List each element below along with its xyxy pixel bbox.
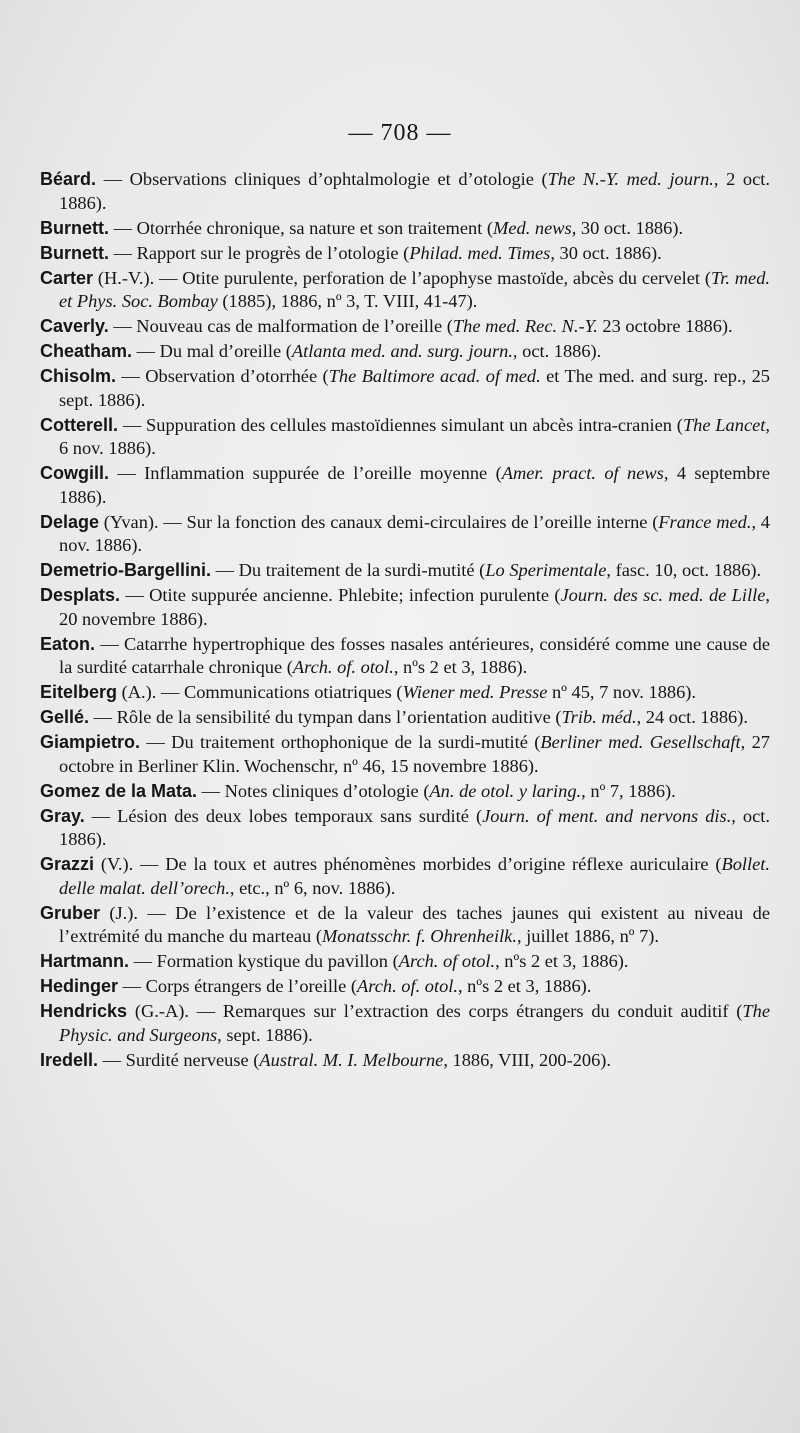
entry-text: — Otorrhée chronique, sa nature et son traitement (	[109, 217, 494, 238]
page-number: — 708 —	[348, 120, 452, 146]
bibliography-entry	[40, 584, 770, 631]
entry-source: Wiener med. Presse	[402, 682, 548, 702]
entry-text-end: 23 octobre 1886).	[597, 316, 733, 336]
entry-text: — Du mal d’oreille (	[132, 341, 292, 361]
entry-author: Desplats.	[40, 585, 121, 605]
entry-text-end: , nºs 2 et 3, 1886).	[457, 976, 592, 996]
entry-source: Journ. des sc. med. de Lille	[560, 585, 766, 605]
entry-text-end: , 30 oct. 1886).	[571, 217, 684, 238]
entry-source: Arch. of otol.	[398, 951, 496, 971]
entry-text-end: , 4 septembre 1886).	[59, 463, 770, 507]
entry-source: Atlanta med. and. surg. journ.	[291, 341, 513, 361]
entry-text: — Suppuration des cellules mastoïdiennes simulant un abcès intra-cranien (	[118, 414, 683, 435]
entry-text-end: , fasc. 10, oct. 1886).	[606, 560, 762, 580]
entry-text-end: nº 45, 7 nov. 1886).	[547, 682, 696, 702]
entry-text-end: , 27 octobre in Berliner Klin. Wochenschr, nº 46, 15 novembre 1886).	[59, 732, 770, 776]
entry-text-end: , etc., nº 6, nov. 1886).	[229, 877, 396, 898]
entry-source: Austral. M. I. Melbourne	[259, 1049, 444, 1070]
entry-author: Gruber	[40, 902, 101, 923]
entry-source: Arch. of. otol.	[292, 657, 394, 677]
bibliography-entry	[40, 1049, 770, 1073]
bibliography-entry	[40, 168, 770, 215]
entry-source: Monatsschr. f. Ohrenheilk.	[321, 926, 517, 946]
entry-source: Trib. méd.	[561, 707, 637, 727]
entry-source: Amer. pract. of news	[501, 463, 664, 483]
entry-text-end: et The med. and surg. rep., 25 sept. 1886).	[59, 366, 770, 410]
entry-text: (G.-A). — Remarques sur l’extraction des corps étrangers du conduit auditif (	[127, 1001, 743, 1021]
entry-author: Béard.	[40, 169, 97, 189]
entry-text: — Observations cliniques d’ophtalmologie et d’otologie (	[96, 169, 548, 189]
entry-source: The N.-Y. med. journ.	[547, 169, 714, 189]
entry-text: — Du traitement de la surdi-mutité (	[211, 560, 486, 580]
entry-text-end: , 6 nov. 1886).	[59, 414, 770, 458]
bibliography-entry	[40, 780, 770, 804]
entry-text: — Notes cliniques d’otologie (	[197, 780, 430, 801]
entry-source: Lo Sperimentale	[485, 560, 607, 580]
entry-text: (V.). — De la toux et autres phénomènes morbides d’origine réflexe auriculaire (	[94, 854, 722, 874]
bibliography-entry	[40, 511, 770, 558]
entry-author: Burnett.	[40, 217, 109, 238]
bibliography-entry	[40, 950, 770, 974]
entry-text-end: , sept. 1886).	[217, 1024, 313, 1045]
entry-text-end: , nº 7, 1886).	[581, 780, 676, 801]
entry-source: Tr. med. et Phys. Soc. Bombay	[59, 267, 771, 311]
entry-text-end: , juillet 1886, nº 7).	[516, 926, 660, 946]
entry-source: The Baltimore acad. of med.	[328, 366, 541, 386]
entry-text-end: , nºs 2 et 3, 1886).	[393, 657, 528, 677]
entry-author: Hedinger	[40, 976, 119, 996]
entry-author: Chisolm.	[40, 366, 117, 386]
entry-author: Grazzi	[40, 854, 95, 874]
entry-source: France med.	[658, 511, 752, 532]
entry-text: — Rôle de la sensibilité du tympan dans l’orientation auditive (	[89, 707, 562, 727]
entry-author: Gellé.	[40, 707, 90, 727]
entry-source: Arch. of. otol.	[357, 976, 458, 996]
entry-source: An. de otol. y laring.	[429, 780, 582, 801]
bibliography-entry	[40, 975, 770, 999]
bibliography-entry	[40, 902, 770, 949]
entry-author: Delage	[40, 511, 100, 532]
entry-text: — Lésion des deux lobes temporaux sans surdité (	[84, 805, 483, 826]
entry-author: Cotterell.	[40, 414, 119, 435]
entry-text-end: , 2 oct. 1886).	[59, 169, 770, 213]
entry-source: Journ. of ment. and nervons dis.	[482, 805, 732, 826]
entry-author: Cheatham.	[40, 341, 133, 361]
bibliography-entry	[40, 462, 770, 509]
entry-text: — Du traitement orthophonique de la surdi-mutité (	[140, 732, 541, 752]
entry-text-end: , 4 nov. 1886).	[59, 511, 770, 555]
bibliography-entry	[40, 242, 770, 266]
entry-text-end: , oct. 1886).	[512, 341, 602, 361]
bibliography-entry	[40, 267, 770, 314]
entry-author: Burnett.	[40, 242, 109, 263]
bibliography-entry	[40, 559, 770, 583]
entry-text: (H.-V.). — Otite purulente, perforation de l’apophyse mastoïde, abcès du cervelet (	[93, 267, 711, 288]
entry-text-end: , nºs 2 et 3, 1886).	[495, 951, 629, 971]
entry-text-end: , 1886, VIII, 200-206).	[443, 1049, 612, 1070]
bibliography-entry	[40, 706, 770, 730]
entry-author: Hendricks	[40, 1001, 128, 1021]
bibliography-entry	[40, 217, 770, 241]
bibliography-entry	[40, 340, 770, 364]
bibliography-entry	[40, 414, 770, 461]
bibliography-entry	[40, 633, 770, 680]
entry-text-end: , oct. 1886).	[59, 805, 770, 849]
entry-source: The Lancet	[682, 414, 766, 435]
entry-text: — Formation kystique du pavillon (	[129, 951, 399, 971]
entry-author: Iredell.	[40, 1049, 99, 1070]
entry-text-end: , 30 oct. 1886).	[550, 242, 662, 263]
entry-author: Eaton.	[40, 633, 96, 654]
bibliography-entry	[40, 731, 770, 778]
entry-text: — Surdité nerveuse (	[98, 1049, 260, 1070]
bibliography-entry	[40, 315, 770, 339]
entry-author: Gomez de la Mata.	[40, 780, 198, 801]
entry-author: Demetrio-Bargellini.	[40, 560, 212, 580]
entry-source: The Physic. and Surgeons	[59, 1001, 770, 1045]
entry-text: (Yvan). — Sur la fonction des canaux demi-circulaires de l’oreille interne (	[99, 511, 659, 532]
bibliography-entry	[40, 1000, 770, 1047]
entry-text: — Rapport sur le progrès de l’otologie (	[109, 242, 410, 263]
entry-source: Berliner med. Gesellschaft	[540, 732, 741, 752]
entry-source: The med. Rec. N.-Y.	[452, 316, 598, 336]
entry-text: — Otite suppurée ancienne. Phlebite; infection purulente (	[120, 585, 561, 605]
entry-author: Carter	[40, 267, 94, 288]
bibliography-entry	[40, 681, 770, 705]
bibliography-entry	[40, 853, 770, 900]
bibliography-entry	[40, 805, 770, 852]
entry-text: — Catarrhe hypertrophique des fosses nasales antérieures, considéré comme une cause de la surdité catarrhale chronique (	[59, 633, 770, 677]
entry-author: Gray.	[40, 805, 85, 826]
entry-source: Bollet. delle malat. dell’orech.	[59, 854, 770, 898]
entry-text: — Corps étrangers de l’oreille (	[118, 976, 358, 996]
entry-author: Cowgill.	[40, 463, 109, 483]
entry-text-end: , 20 novembre 1886).	[59, 585, 770, 629]
entry-author: Hartmann.	[40, 951, 130, 971]
entry-text: — Nouveau cas de malformation de l’oreille (	[108, 316, 453, 336]
entry-author: Eitelberg	[40, 682, 118, 702]
entry-author: Caverly.	[40, 316, 109, 336]
entry-text: (A.). — Communications otiatriques (	[117, 682, 403, 702]
entry-text-end: (1885), 1886, nº 3, T. VIII, 41-47).	[217, 291, 478, 311]
entry-text-end: , 24 oct. 1886).	[636, 707, 748, 727]
entry-source: Med. news	[493, 217, 572, 238]
bibliography-list	[40, 168, 770, 1074]
bibliography-entry	[40, 365, 770, 412]
entry-text: — Observation d’otorrhée (	[116, 366, 329, 386]
entry-author: Giampietro.	[40, 732, 141, 752]
entry-text: — Inflammation suppurée de l’oreille moyenne (	[109, 463, 502, 483]
entry-text: (J.). — De l’existence et de la valeur des taches jaunes qui existent au niveau de l’extrémité du manche du marteau (	[59, 902, 770, 946]
entry-source: Philad. med. Times	[409, 242, 551, 263]
